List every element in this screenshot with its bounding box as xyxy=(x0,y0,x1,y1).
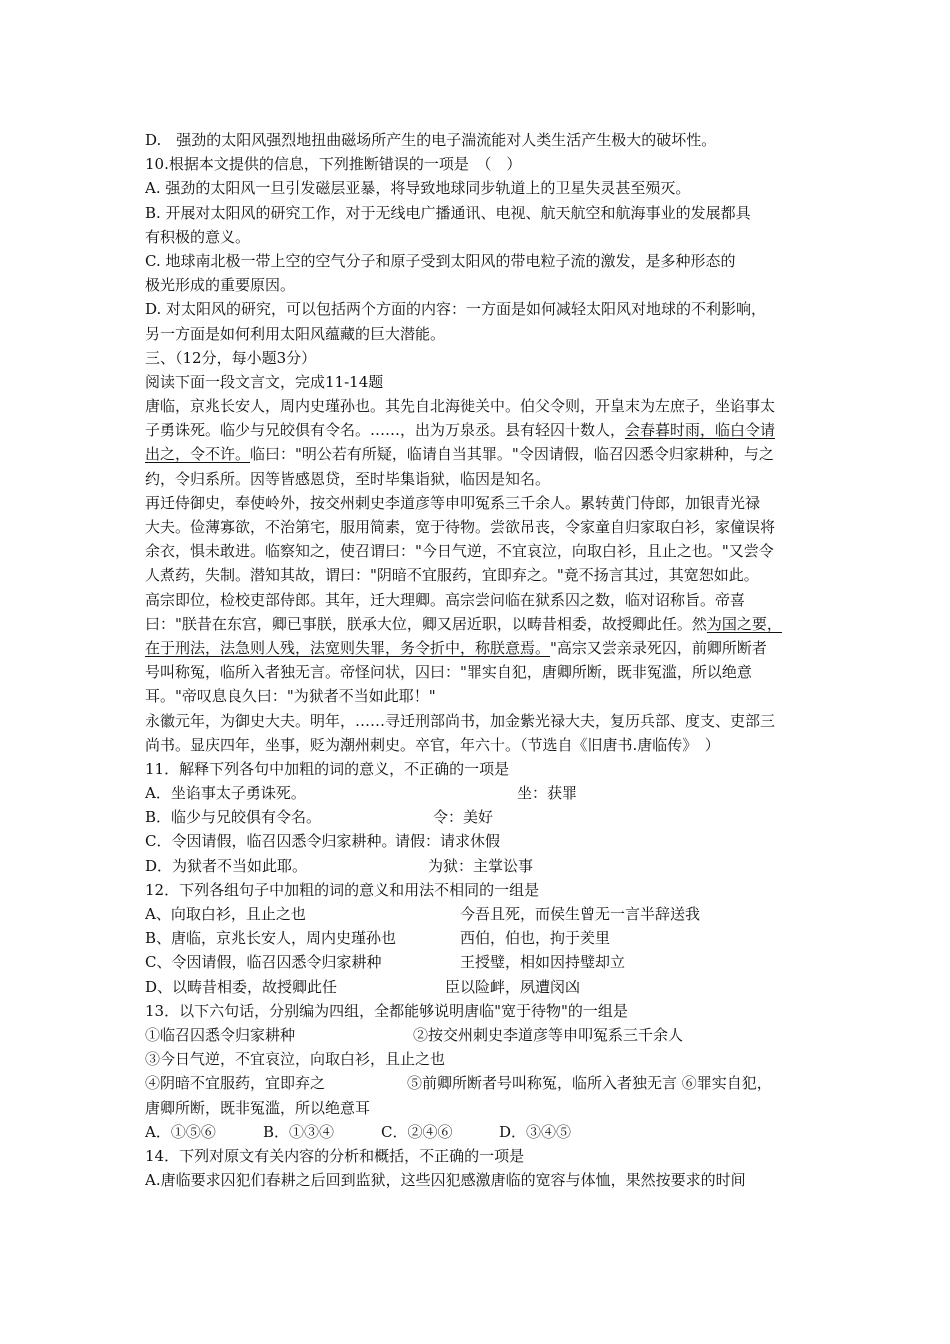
q13-items-1-2: ①临召囚悉令归家耕种 ②按交州刺史李道彦等申叩冤系三千余人 xyxy=(145,1025,684,1044)
q10-option-c-line1: C. 地球南北极一带上空的空气分子和原子受到太阳风的带电粒子流的激发，是多种形态的 xyxy=(145,251,736,270)
passage-line: 余衣，惧未敢进。临察知之，使召谓曰："今日气逆，不宜哀泣，向取白衫，且止之也。"又尝令 xyxy=(145,542,774,561)
section-three-heading: 三、（12分，每小题3分） xyxy=(145,348,317,367)
document-page xyxy=(145,128,817,1192)
q13-items-4-6: ④阴暗不宜服药，宜即弃之 ⑤前卿所断者号叫称冤，临所入者独无言 ⑥罪实自犯， xyxy=(145,1074,772,1093)
passage-line: 唐临，京兆长安人，周内史瑾孙也。其先自北海徙关中。伯父令则，开皇末为左庶子，坐谄事太 xyxy=(145,397,776,416)
passage-line: 子勇诛死。临少与兄皎俱有令名。……，出为万泉丞。县有轻囚十数人，会春暮时雨，临白令请 xyxy=(145,421,776,440)
passage-line: 在于刑法，法急则人残，法宽则失罪，务令折中，称朕意焉。"高宗又尝亲录死囚，前卿所断者 xyxy=(145,638,767,657)
question-11-stem: 11．解释下列各句中加粗的词的意义，不正确的一项是 xyxy=(145,759,510,778)
passage-line: 耳。"帝叹息良久曰："为狱者不当如此耶！" xyxy=(145,687,436,706)
q13-item-3: ③今日气逆，不宜哀泣，向取白衫，且止之也 xyxy=(145,1050,446,1069)
option-d-line: D. 强劲的太阳风强烈地扭曲磁场所产生的电子湍流能对人类生活产生极大的破坏性。 xyxy=(145,131,717,149)
q13-choices: A．①⑤⑥ B．①③④ C．②④⑥ D．③④⑤ xyxy=(145,1122,572,1141)
passage-line: 永徽元年，为御史大夫。明年，……寻迁刑部尚书，加金紫光禄大夫，复历兵部、度支、吏部三 xyxy=(145,711,776,730)
q11-option-d: D．为狱者不当如此耶。 为狱：主掌讼事 xyxy=(145,856,534,875)
q12-option-b: B、唐临，京兆长安人，周内史瑾孙也 西伯，伯也，拘于羑里 xyxy=(145,929,611,948)
q10-option-b-line2: 有积极的意义。 xyxy=(145,227,251,246)
reading-instruction: 阅读下面一段文言文，完成11-14题 xyxy=(145,372,384,391)
passage-line: 大夫。俭薄寡欲，不治第宅，服用简素，宽于待物。尝欲吊丧，令家童自归家取白衫，家僮误将 xyxy=(145,518,776,536)
q12-option-c: C、令因请假，临召囚悉令归家耕种 王授璧，相如因持璧却立 xyxy=(145,953,626,972)
passage-line: 曰："朕昔在东宫，卿已事朕，朕承大位，卿又居近职，以畴昔相委，故授卿此任。然为国之要， xyxy=(145,614,782,633)
q10-option-c-line2: 极光形成的重要原因。 xyxy=(145,276,296,295)
q12-option-a: A、向取白衫，且止之也 今吾且死，而侯生曾无一言半辞送我 xyxy=(145,905,701,923)
underlined-sentence: 会春暮时雨，临白令请 xyxy=(625,421,776,440)
question-12-stem: 12．下列各组句子中加粗的词的意义和用法不相同的一组是 xyxy=(145,880,540,899)
question-14-stem: 14．下列对原文有关内容的分析和概括，不正确的一项是 xyxy=(145,1146,525,1165)
passage-line: 高宗即位，检校吏部侍郎。其年，迁大理卿。高宗尝问临在狱系囚之数，临对诏称旨。帝喜 xyxy=(145,590,746,609)
q14-option-a-line1: A.唐临要求囚犯们春耕之后回到监狱，这些囚犯感激唐临的宽容与体恤，果然按要求的时间 xyxy=(145,1171,746,1190)
q13-item-6-cont: 唐卿所断，既非冤滥，所以绝意耳 xyxy=(145,1098,371,1117)
passage-line: 约，令归系所。因等皆感恩贷，至时毕集诣狱，临因是知名。 xyxy=(145,469,551,488)
q11-option-c: C．令因请假，临召囚悉令归家耕种。请假：请求休假 xyxy=(145,832,501,851)
passage-line: 号叫称冤，临所入者独无言。帝怪问状，囚曰："罪实自犯，唐卿所断，既非冤滥，所以绝意 xyxy=(145,663,752,682)
q10-option-a: A. 强劲的太阳风一旦引发磁层亚暴，将导致地球同步轨道上的卫星失灵甚至殒灭。 xyxy=(145,179,691,198)
passage-line: 人煮药，失制。潜知其故，谓曰："阴暗不宜服药，宜即弃之。"竟不扬言其过，其宽恕如此。 xyxy=(145,566,759,585)
q10-option-b-line1: B. 开展对太阳风的研究工作，对于无线电广播通讯、电视、航天航空和航海事业的发展都具 xyxy=(145,203,751,222)
q11-option-a: A．坐谄事太子勇诛死。 坐：获罪 xyxy=(145,784,578,803)
underlined-sentence: 为国之要， xyxy=(706,614,782,633)
underlined-sentence: 在于刑法，法急则人残，法宽则失罪，务令折中，称朕意焉。 xyxy=(145,638,551,657)
passage-line: 再迁侍御史，奉使岭外，按交州刺史李道彦等申叩冤系三千余人。累转黄门侍郎，加银青光禄 xyxy=(145,493,761,512)
q10-option-d-line1: D. 对太阳风的研究，可以包括两个方面的内容：一方面是如何减轻太阳风对地球的不利影响， xyxy=(145,300,767,319)
underlined-sentence: 出之，令不许。 xyxy=(145,445,251,464)
question-13-stem: 13．以下六句话，分别编为四组，全都能够说明唐临"宽于待物"的一组是 xyxy=(145,1001,628,1020)
q11-option-b: B．临少与兄皎俱有令名。 令：美好 xyxy=(145,808,494,827)
q10-option-d-line2: 另一方面是如何利用太阳风蕴藏的巨大潜能。 xyxy=(145,324,446,343)
passage-line: 尚书。显庆四年，坐事，贬为潮州刺史。卒官，年六十。（节选自《旧唐书.唐临传》 ） xyxy=(145,735,720,754)
q12-option-d: D、以畴昔相委，故授卿此任 臣以险衅，夙遭闵凶 xyxy=(145,977,581,996)
passage-line: 出之，令不许。临曰："明公若有所疑，临请自当其罪。"令因请假，临召囚悉令归家耕种，与之 xyxy=(145,445,774,464)
question-10-stem: 10.根据本文提供的信息，下列推断错误的一项是 （ ） xyxy=(145,155,522,174)
